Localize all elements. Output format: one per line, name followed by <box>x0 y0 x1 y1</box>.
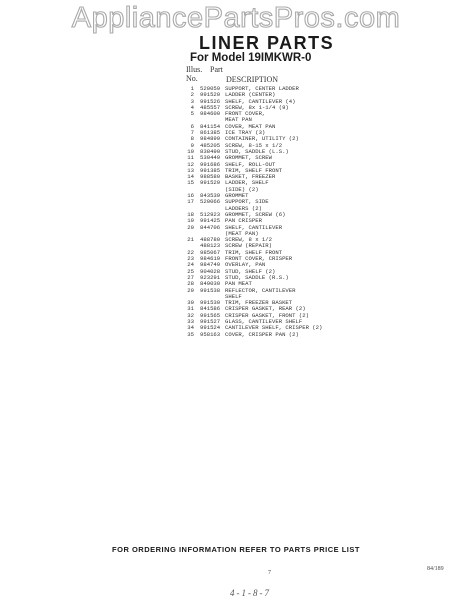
part-number: 923291 <box>200 273 221 281</box>
illus-number: 20 <box>187 223 194 231</box>
page-number: 7 <box>268 570 271 576</box>
part-description: SCREW, 8-15 x 1/2 <box>225 141 283 149</box>
illus-number: 22 <box>187 248 194 256</box>
part-description: GLASS, CANTILEVER SHELF <box>225 317 303 325</box>
part-number: 520066 <box>200 198 221 206</box>
illus-number: 15 <box>187 179 194 187</box>
part-description: CRISPER GASKET, REAR (2) <box>225 305 306 313</box>
part-description: CANTILEVER SHELF, CRISPER (2) <box>225 324 323 332</box>
part-number: 841586 <box>200 305 221 313</box>
illus-number: 9 <box>190 141 194 149</box>
illus-number: 29 <box>187 286 194 294</box>
illus-number: 14 <box>187 173 194 181</box>
part-description: SUPPORT, SIDE <box>225 198 269 206</box>
part-description: STUD, SHELF (2) <box>225 267 276 275</box>
parts-list <box>180 86 360 338</box>
part-description: PAN CRISPER <box>225 217 262 225</box>
part-description: PAN MEAT <box>225 280 252 288</box>
parts-row <box>180 332 360 338</box>
illus-number: 21 <box>187 236 194 244</box>
part-description: REFLECTOR, CANTILEVER <box>225 286 296 294</box>
illus-number: 27 <box>187 273 194 281</box>
illus-number: 18 <box>187 210 194 218</box>
illus-number: 16 <box>187 192 194 200</box>
illus-number: 30 <box>187 299 194 307</box>
part-description: CONTAINER, UTILITY (2) <box>225 135 299 143</box>
part-number: 520059 <box>200 85 221 92</box>
part-number: 488123 <box>200 242 221 250</box>
part-number: 985067 <box>200 248 221 256</box>
illus-number: 13 <box>187 166 194 174</box>
part-number: 485557 <box>200 103 221 111</box>
illus-number: 31 <box>187 305 194 313</box>
part-number: 991565 <box>200 311 221 319</box>
illus-number: 19 <box>187 217 194 225</box>
column-header-part: Part <box>210 65 223 74</box>
part-description: TRIM, SHELF FRONT <box>225 248 283 256</box>
part-description: SHELF, CANTILEVER <box>225 223 283 231</box>
part-description: MEAT PAN <box>225 116 252 124</box>
part-number: 849030 <box>200 280 221 288</box>
part-description: SCREW, 8 x 1/2 <box>225 236 272 244</box>
part-description: COVER, MEAT PAN <box>225 122 276 130</box>
part-description: SHELF, ROLL-OUT <box>225 160 276 168</box>
column-header-description: DESCRIPTION <box>226 75 279 84</box>
part-description: CRISPER GASKET, FRONT (2) <box>225 311 309 319</box>
part-number: 512923 <box>200 210 221 218</box>
part-number: 844706 <box>200 223 221 231</box>
part-description: STUD, SADDLE (R.S.) <box>225 273 289 281</box>
part-description: LADDERS (2) <box>225 204 262 212</box>
part-number: 488780 <box>200 236 221 244</box>
illus-number: 35 <box>187 330 194 338</box>
part-number: 530449 <box>200 154 221 162</box>
part-number: 485205 <box>200 141 221 149</box>
part-description: GROMMET <box>225 192 249 200</box>
part-number: 991425 <box>200 217 221 225</box>
part-number: 991686 <box>200 160 221 168</box>
handwritten-note: 4-1-8-7 <box>230 588 271 598</box>
part-description: SCREW (REPAIR) <box>225 242 272 250</box>
part-description: SHELF <box>225 292 242 300</box>
part-description: LADDER, SHELF <box>225 179 269 187</box>
part-number: 991524 <box>200 324 221 332</box>
column-header-no: No. <box>186 74 198 83</box>
part-description: GROMMET, SCREW <box>225 154 272 162</box>
part-number: 991520 <box>200 91 221 99</box>
part-number: 991530 <box>200 299 221 307</box>
illus-number: 17 <box>187 198 194 206</box>
part-number: 843539 <box>200 192 221 200</box>
illus-number: 23 <box>187 255 194 263</box>
part-description: ICE TRAY (3) <box>225 129 266 137</box>
model-line: For Model 19IMKWR-0 <box>190 52 312 64</box>
illus-number: 4 <box>190 103 194 111</box>
part-number: 861385 <box>200 129 221 137</box>
part-number: 958163 <box>200 330 221 338</box>
illus-number: 32 <box>187 311 194 319</box>
illus-number: 6 <box>190 122 194 130</box>
illus-number: 1 <box>190 85 194 92</box>
part-description: BASKET, FREEZER <box>225 173 276 181</box>
illus-number: 5 <box>190 110 194 118</box>
part-number: 838490 <box>200 147 221 155</box>
part-number: 904028 <box>200 267 221 275</box>
watermark-text: AppliancePartsPros.com <box>71 2 401 34</box>
part-description: GROMMET, SCREW (6) <box>225 210 286 218</box>
part-number: 984899 <box>200 135 221 143</box>
part-description: SHELF, CANTILEVER (4) <box>225 97 296 105</box>
part-description: COVER, CRISPER PAN (2) <box>225 330 299 338</box>
part-description: (SIDE) (2) <box>225 185 259 193</box>
illus-number: 10 <box>187 147 194 155</box>
part-description: TRIM, FREEZER BASKET <box>225 299 293 307</box>
illus-number: 11 <box>187 154 194 162</box>
part-number: 984600 <box>200 110 221 118</box>
part-description: FRONT COVER, <box>225 110 266 118</box>
part-description: LADDER (CENTER) <box>225 91 276 99</box>
part-description: OVERLAY, PAN <box>225 261 266 269</box>
footer-note: FOR ORDERING INFORMATION REFER TO PARTS PRICE LIST <box>112 545 360 554</box>
column-header-illus: Illus. <box>186 65 203 74</box>
illus-number: 24 <box>187 261 194 269</box>
part-number: 984749 <box>200 261 221 269</box>
illus-number: 34 <box>187 324 194 332</box>
part-number: 991538 <box>200 286 221 294</box>
part-number: 841154 <box>200 122 221 130</box>
part-number: 988580 <box>200 173 221 181</box>
part-number: 991385 <box>200 166 221 174</box>
illus-number: 7 <box>190 129 194 137</box>
part-description: SUPPORT, CENTER LADDER <box>225 85 299 92</box>
part-number: 991527 <box>200 317 221 325</box>
illus-number: 12 <box>187 160 194 168</box>
page-title: LINER PARTS <box>199 33 335 53</box>
part-number: 984619 <box>200 255 221 263</box>
part-description: TRIM, SHELF FRONT <box>225 166 283 174</box>
illus-number: 2 <box>190 91 194 99</box>
illus-number: 3 <box>190 97 194 105</box>
part-description: FRONT COVER, CRISPER <box>225 255 293 263</box>
part-number: 991526 <box>200 97 221 105</box>
illus-number: 28 <box>187 280 194 288</box>
illus-number: 8 <box>190 135 194 143</box>
part-description: STUD, SADDLE (L.S.) <box>225 147 289 155</box>
part-description: SCREW, 8x 1-1/4 (9) <box>225 103 289 111</box>
illus-number: 25 <box>187 267 194 275</box>
document-number: 84/189 <box>427 566 444 572</box>
part-description: (MEAT PAN) <box>225 229 259 237</box>
illus-number: 33 <box>187 317 194 325</box>
part-number: 991529 <box>200 179 221 187</box>
